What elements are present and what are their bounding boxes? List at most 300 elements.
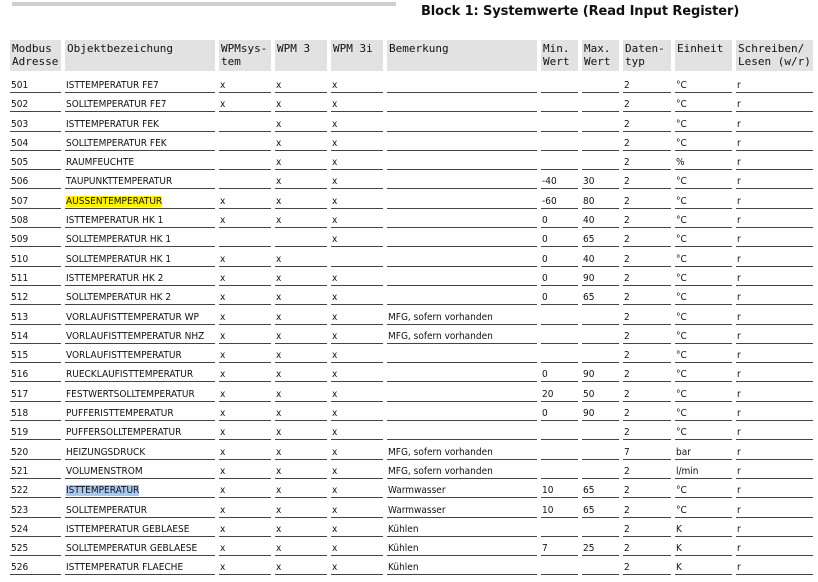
register-table bbox=[6, 40, 817, 575]
address-cell: 501 bbox=[10, 71, 61, 93]
wpmsystem-cell: x bbox=[219, 286, 271, 305]
wpm3-cell: x bbox=[275, 421, 327, 440]
col-max-header: Max. Wert bbox=[582, 40, 619, 71]
read-write-cell: r bbox=[736, 228, 813, 247]
address-cell: 526 bbox=[10, 556, 61, 575]
unit-cell: °C bbox=[675, 93, 732, 112]
remark-cell: Kühlen bbox=[387, 556, 537, 575]
remark-cell bbox=[387, 267, 537, 286]
read-write-cell: r bbox=[736, 556, 813, 575]
address-cell: 514 bbox=[10, 325, 61, 344]
wpmsystem-cell: x bbox=[219, 518, 271, 537]
table-row bbox=[10, 402, 813, 421]
min-cell: 0 bbox=[541, 247, 578, 266]
datatype-cell: 2 bbox=[623, 305, 671, 324]
table-header-row bbox=[10, 40, 813, 71]
datatype-cell: 2 bbox=[623, 479, 671, 498]
max-cell: 90 bbox=[582, 402, 619, 421]
address-cell: 524 bbox=[10, 518, 61, 537]
min-cell: 0 bbox=[541, 228, 578, 247]
min-cell bbox=[541, 71, 578, 93]
wpm3-cell: x bbox=[275, 556, 327, 575]
remark-cell bbox=[387, 93, 537, 112]
wpmsystem-cell: x bbox=[219, 537, 271, 556]
address-cell: 512 bbox=[10, 286, 61, 305]
read-write-cell: r bbox=[736, 537, 813, 556]
max-cell bbox=[582, 421, 619, 440]
read-write-cell: r bbox=[736, 363, 813, 382]
wpm3-cell: x bbox=[275, 112, 327, 131]
object-name-cell: ISTTEMPERATUR FEK bbox=[65, 112, 215, 131]
min-cell bbox=[541, 344, 578, 363]
address-cell: 515 bbox=[10, 344, 61, 363]
max-cell: 40 bbox=[582, 209, 619, 228]
remark-cell bbox=[387, 363, 537, 382]
wpm3i-cell: x bbox=[331, 402, 383, 421]
read-write-cell: r bbox=[736, 71, 813, 93]
wpmsystem-cell: x bbox=[219, 209, 271, 228]
read-write-cell: r bbox=[736, 267, 813, 286]
table-row bbox=[10, 93, 813, 112]
max-cell: 65 bbox=[582, 228, 619, 247]
col-object-name-header: Objektbezeichung bbox=[65, 40, 215, 71]
datatype-cell: 2 bbox=[623, 402, 671, 421]
wpmsystem-cell: x bbox=[219, 305, 271, 324]
unit-cell: °C bbox=[675, 402, 732, 421]
col-remark-header: Bemerkung bbox=[387, 40, 537, 71]
address-cell: 516 bbox=[10, 363, 61, 382]
unit-cell: °C bbox=[675, 170, 732, 189]
table-row bbox=[10, 440, 813, 459]
object-name-cell: VOLUMENSTROM bbox=[65, 460, 215, 479]
min-cell bbox=[541, 132, 578, 151]
remark-cell: MFG, sofern vorhanden bbox=[387, 325, 537, 344]
unit-cell: l/min bbox=[675, 460, 732, 479]
datatype-cell: 2 bbox=[623, 498, 671, 517]
object-name-cell: ISTTEMPERATUR HK 1 bbox=[65, 209, 215, 228]
object-name-cell: SOLLTEMPERATUR FEK bbox=[65, 132, 215, 151]
unit-cell: °C bbox=[675, 325, 732, 344]
remark-cell bbox=[387, 209, 537, 228]
datatype-cell: 2 bbox=[623, 112, 671, 131]
wpm3i-cell: x bbox=[331, 93, 383, 112]
unit-cell: °C bbox=[675, 479, 732, 498]
wpm3i-cell: x bbox=[331, 286, 383, 305]
object-name-cell: ISTTEMPERATUR HK 2 bbox=[65, 267, 215, 286]
table-row bbox=[10, 479, 813, 498]
unit-cell: K bbox=[675, 556, 732, 575]
unit-cell: K bbox=[675, 518, 732, 537]
table-row bbox=[10, 363, 813, 382]
wpmsystem-cell bbox=[219, 228, 271, 247]
max-cell bbox=[582, 93, 619, 112]
wpm3-cell: x bbox=[275, 71, 327, 93]
min-cell bbox=[541, 556, 578, 575]
wpmsystem-cell: x bbox=[219, 344, 271, 363]
unit-cell: °C bbox=[675, 71, 732, 93]
object-name-cell: SOLLTEMPERATUR HK 2 bbox=[65, 286, 215, 305]
remark-cell bbox=[387, 151, 537, 170]
table-row bbox=[10, 151, 813, 170]
address-cell: 523 bbox=[10, 498, 61, 517]
max-cell: 65 bbox=[582, 479, 619, 498]
address-cell: 505 bbox=[10, 151, 61, 170]
max-cell: 90 bbox=[582, 363, 619, 382]
wpmsystem-cell: x bbox=[219, 189, 271, 208]
min-cell bbox=[541, 325, 578, 344]
remark-cell bbox=[387, 170, 537, 189]
address-cell: 508 bbox=[10, 209, 61, 228]
wpm3-cell: x bbox=[275, 151, 327, 170]
remark-cell bbox=[387, 402, 537, 421]
address-cell: 504 bbox=[10, 132, 61, 151]
object-name-cell: RAUMFEUCHTE bbox=[65, 151, 215, 170]
col-min-header: Min. Wert bbox=[541, 40, 578, 71]
wpm3i-cell: x bbox=[331, 305, 383, 324]
wpm3i-cell: x bbox=[331, 440, 383, 459]
object-name-cell: VORLAUFISTTEMPERATUR WP bbox=[65, 305, 215, 324]
read-write-cell: r bbox=[736, 93, 813, 112]
table-row bbox=[10, 518, 813, 537]
remark-cell: MFG, sofern vorhanden bbox=[387, 440, 537, 459]
object-name-cell bbox=[65, 189, 215, 208]
table-row bbox=[10, 325, 813, 344]
datatype-cell: 2 bbox=[623, 132, 671, 151]
wpmsystem-cell: x bbox=[219, 440, 271, 459]
object-name-cell: SOLLTEMPERATUR FE7 bbox=[65, 93, 215, 112]
min-cell: 20 bbox=[541, 382, 578, 401]
read-write-cell: r bbox=[736, 189, 813, 208]
object-name-cell: SOLLTEMPERATUR HK 1 bbox=[65, 228, 215, 247]
max-cell: 25 bbox=[582, 537, 619, 556]
min-cell: 0 bbox=[541, 363, 578, 382]
unit-cell: °C bbox=[675, 344, 732, 363]
max-cell bbox=[582, 71, 619, 93]
object-name-cell: HEIZUNGSDRUCK bbox=[65, 440, 215, 459]
table-row bbox=[10, 209, 813, 228]
wpm3i-cell: x bbox=[331, 479, 383, 498]
remark-cell bbox=[387, 71, 537, 93]
wpm3-cell: x bbox=[275, 537, 327, 556]
unit-cell: °C bbox=[675, 421, 732, 440]
remark-cell bbox=[387, 421, 537, 440]
read-write-cell: r bbox=[736, 498, 813, 517]
wpmsystem-cell bbox=[219, 170, 271, 189]
table-row bbox=[10, 189, 813, 208]
wpmsystem-cell: x bbox=[219, 93, 271, 112]
unit-cell: bar bbox=[675, 440, 732, 459]
address-cell: 518 bbox=[10, 402, 61, 421]
object-name-cell: PUFFERSOLLTEMPERATUR bbox=[65, 421, 215, 440]
remark-cell: Kühlen bbox=[387, 518, 537, 537]
wpm3i-cell: x bbox=[331, 151, 383, 170]
address-cell: 525 bbox=[10, 537, 61, 556]
read-write-cell: r bbox=[736, 170, 813, 189]
wpm3i-cell bbox=[331, 247, 383, 266]
address-cell: 503 bbox=[10, 112, 61, 131]
wpm3i-cell: x bbox=[331, 460, 383, 479]
wpm3-cell: x bbox=[275, 93, 327, 112]
min-cell: 10 bbox=[541, 498, 578, 517]
datatype-cell: 2 bbox=[623, 363, 671, 382]
col-wpmsystem-header: WPMsys- tem bbox=[219, 40, 271, 71]
datatype-cell: 2 bbox=[623, 556, 671, 575]
remark-cell bbox=[387, 132, 537, 151]
read-write-cell: r bbox=[736, 518, 813, 537]
wpm3-cell: x bbox=[275, 363, 327, 382]
min-cell bbox=[541, 305, 578, 324]
datatype-cell: 2 bbox=[623, 286, 671, 305]
address-cell: 517 bbox=[10, 382, 61, 401]
address-cell: 506 bbox=[10, 170, 61, 189]
wpmsystem-cell: x bbox=[219, 421, 271, 440]
wpmsystem-cell: x bbox=[219, 363, 271, 382]
col-read-write-header: Schreiben/ Lesen (w/r) bbox=[736, 40, 813, 71]
read-write-cell: r bbox=[736, 460, 813, 479]
unit-cell: °C bbox=[675, 112, 732, 131]
object-name-cell: ISTTEMPERATUR GEBLAESE bbox=[65, 518, 215, 537]
wpm3-cell: x bbox=[275, 518, 327, 537]
read-write-cell: r bbox=[736, 344, 813, 363]
wpmsystem-cell: x bbox=[219, 382, 271, 401]
address-cell: 519 bbox=[10, 421, 61, 440]
object-name-cell: SOLLTEMPERATUR bbox=[65, 498, 215, 517]
wpm3i-cell: x bbox=[331, 518, 383, 537]
wpmsystem-cell bbox=[219, 132, 271, 151]
max-cell bbox=[582, 518, 619, 537]
datatype-cell: 7 bbox=[623, 440, 671, 459]
address-cell: 511 bbox=[10, 267, 61, 286]
wpmsystem-cell: x bbox=[219, 71, 271, 93]
wpm3-cell: x bbox=[275, 344, 327, 363]
highlighted-object-name: AUSSENTEMPERATUR bbox=[66, 195, 163, 207]
unit-cell: °C bbox=[675, 267, 732, 286]
object-name-cell: ISTTEMPERATUR FE7 bbox=[65, 71, 215, 93]
table-row bbox=[10, 344, 813, 363]
min-cell: 0 bbox=[541, 286, 578, 305]
wpm3-cell bbox=[275, 228, 327, 247]
wpm3i-cell: x bbox=[331, 170, 383, 189]
wpm3i-cell: x bbox=[331, 421, 383, 440]
object-name-cell: SOLLTEMPERATUR HK 1 bbox=[65, 247, 215, 266]
object-name-cell: FESTWERTSOLLTEMPERATUR bbox=[65, 382, 215, 401]
datatype-cell: 2 bbox=[623, 537, 671, 556]
read-write-cell: r bbox=[736, 440, 813, 459]
datatype-cell: 2 bbox=[623, 518, 671, 537]
max-cell: 50 bbox=[582, 382, 619, 401]
max-cell bbox=[582, 325, 619, 344]
table-row bbox=[10, 305, 813, 324]
wpmsystem-cell: x bbox=[219, 402, 271, 421]
wpm3-cell: x bbox=[275, 209, 327, 228]
max-cell bbox=[582, 440, 619, 459]
max-cell: 80 bbox=[582, 189, 619, 208]
unit-cell: °C bbox=[675, 363, 732, 382]
wpm3-cell: x bbox=[275, 460, 327, 479]
max-cell: 30 bbox=[582, 170, 619, 189]
read-write-cell: r bbox=[736, 402, 813, 421]
max-cell: 65 bbox=[582, 286, 619, 305]
min-cell: 0 bbox=[541, 209, 578, 228]
wpm3-cell: x bbox=[275, 479, 327, 498]
read-write-cell: r bbox=[736, 132, 813, 151]
col-datatype-header: Daten- typ bbox=[623, 40, 671, 71]
wpmsystem-cell: x bbox=[219, 479, 271, 498]
top-divider-bar bbox=[12, 2, 396, 6]
remark-cell: Kühlen bbox=[387, 537, 537, 556]
table-row bbox=[10, 170, 813, 189]
table-row bbox=[10, 556, 813, 575]
wpmsystem-cell: x bbox=[219, 247, 271, 266]
object-name-cell: RUECKLAUFISTTEMPERATUR bbox=[65, 363, 215, 382]
read-write-cell: r bbox=[736, 325, 813, 344]
min-cell: 7 bbox=[541, 537, 578, 556]
unit-cell: °C bbox=[675, 286, 732, 305]
wpmsystem-cell: x bbox=[219, 498, 271, 517]
unit-cell: % bbox=[675, 151, 732, 170]
object-name-cell: VORLAUFISTTEMPERATUR NHZ bbox=[65, 325, 215, 344]
max-cell bbox=[582, 305, 619, 324]
datatype-cell: 2 bbox=[623, 228, 671, 247]
min-cell bbox=[541, 421, 578, 440]
table-row bbox=[10, 286, 813, 305]
wpm3i-cell: x bbox=[331, 71, 383, 93]
wpmsystem-cell: x bbox=[219, 460, 271, 479]
address-cell: 509 bbox=[10, 228, 61, 247]
remark-cell bbox=[387, 228, 537, 247]
datatype-cell: 2 bbox=[623, 93, 671, 112]
unit-cell: °C bbox=[675, 132, 732, 151]
min-cell: 0 bbox=[541, 267, 578, 286]
read-write-cell: r bbox=[736, 286, 813, 305]
max-cell: 90 bbox=[582, 267, 619, 286]
table-body bbox=[10, 71, 813, 575]
wpm3i-cell: x bbox=[331, 363, 383, 382]
wpm3-cell: x bbox=[275, 498, 327, 517]
wpmsystem-cell: x bbox=[219, 267, 271, 286]
table-row bbox=[10, 267, 813, 286]
object-name-cell bbox=[65, 479, 215, 498]
unit-cell: °C bbox=[675, 498, 732, 517]
object-name-cell: TAUPUNKTTEMPERATUR bbox=[65, 170, 215, 189]
address-cell: 521 bbox=[10, 460, 61, 479]
col-unit-header: Einheit bbox=[675, 40, 732, 71]
object-name-cell: SOLLTEMPERATUR GEBLAESE bbox=[65, 537, 215, 556]
wpm3-cell: x bbox=[275, 286, 327, 305]
read-write-cell: r bbox=[736, 382, 813, 401]
remark-cell: Warmwasser bbox=[387, 498, 537, 517]
wpm3-cell: x bbox=[275, 132, 327, 151]
table-row bbox=[10, 132, 813, 151]
table-row bbox=[10, 460, 813, 479]
unit-cell: °C bbox=[675, 247, 732, 266]
wpm3-cell: x bbox=[275, 247, 327, 266]
address-cell: 520 bbox=[10, 440, 61, 459]
read-write-cell: r bbox=[736, 479, 813, 498]
min-cell bbox=[541, 460, 578, 479]
max-cell bbox=[582, 151, 619, 170]
datatype-cell: 2 bbox=[623, 189, 671, 208]
read-write-cell: r bbox=[736, 209, 813, 228]
remark-cell: MFG, sofern vorhanden bbox=[387, 305, 537, 324]
remark-cell bbox=[387, 344, 537, 363]
page-title: Block 1: Systemwerte (Read Input Register) bbox=[421, 4, 740, 19]
wpmsystem-cell bbox=[219, 151, 271, 170]
wpm3-cell: x bbox=[275, 267, 327, 286]
max-cell bbox=[582, 344, 619, 363]
datatype-cell: 2 bbox=[623, 382, 671, 401]
unit-cell: °C bbox=[675, 209, 732, 228]
max-cell bbox=[582, 132, 619, 151]
min-cell bbox=[541, 93, 578, 112]
read-write-cell: r bbox=[736, 247, 813, 266]
col-wpm3-header: WPM 3 bbox=[275, 40, 327, 71]
table-row bbox=[10, 421, 813, 440]
wpm3i-cell: x bbox=[331, 209, 383, 228]
remark-cell bbox=[387, 382, 537, 401]
unit-cell: °C bbox=[675, 305, 732, 324]
wpm3-cell: x bbox=[275, 440, 327, 459]
wpm3i-cell: x bbox=[331, 382, 383, 401]
table-row bbox=[10, 537, 813, 556]
datatype-cell: 2 bbox=[623, 151, 671, 170]
wpm3-cell: x bbox=[275, 402, 327, 421]
table-row bbox=[10, 112, 813, 131]
wpm3-cell: x bbox=[275, 170, 327, 189]
min-cell bbox=[541, 518, 578, 537]
wpm3i-cell: x bbox=[331, 325, 383, 344]
min-cell: -40 bbox=[541, 170, 578, 189]
datatype-cell: 2 bbox=[623, 460, 671, 479]
datatype-cell: 2 bbox=[623, 209, 671, 228]
max-cell: 65 bbox=[582, 498, 619, 517]
wpm3i-cell: x bbox=[331, 132, 383, 151]
wpm3-cell: x bbox=[275, 382, 327, 401]
remark-cell: Warmwasser bbox=[387, 479, 537, 498]
wpm3i-cell: x bbox=[331, 537, 383, 556]
remark-cell bbox=[387, 286, 537, 305]
address-cell: 510 bbox=[10, 247, 61, 266]
address-cell: 502 bbox=[10, 93, 61, 112]
wpmsystem-cell: x bbox=[219, 556, 271, 575]
min-cell bbox=[541, 112, 578, 131]
wpmsystem-cell bbox=[219, 112, 271, 131]
table-row bbox=[10, 247, 813, 266]
datatype-cell: 2 bbox=[623, 421, 671, 440]
col-modbus-address-header: Modbus Adresse bbox=[10, 40, 61, 71]
address-cell: 513 bbox=[10, 305, 61, 324]
read-write-cell: r bbox=[736, 305, 813, 324]
min-cell bbox=[541, 440, 578, 459]
max-cell bbox=[582, 112, 619, 131]
remark-cell: MFG, sofern vorhanden bbox=[387, 460, 537, 479]
min-cell: 10 bbox=[541, 479, 578, 498]
table-row bbox=[10, 498, 813, 517]
datatype-cell: 2 bbox=[623, 344, 671, 363]
object-name-cell: VORLAUFISTTEMPERATUR bbox=[65, 344, 215, 363]
table-row bbox=[10, 382, 813, 401]
read-write-cell: r bbox=[736, 151, 813, 170]
wpm3i-cell: x bbox=[331, 112, 383, 131]
wpm3-cell: x bbox=[275, 325, 327, 344]
wpm3i-cell: x bbox=[331, 189, 383, 208]
wpm3i-cell: x bbox=[331, 344, 383, 363]
max-cell bbox=[582, 460, 619, 479]
highlighted-object-name: ISTTEMPERATUR bbox=[66, 485, 140, 497]
wpm3i-cell: x bbox=[331, 498, 383, 517]
datatype-cell: 2 bbox=[623, 325, 671, 344]
min-cell: -60 bbox=[541, 189, 578, 208]
